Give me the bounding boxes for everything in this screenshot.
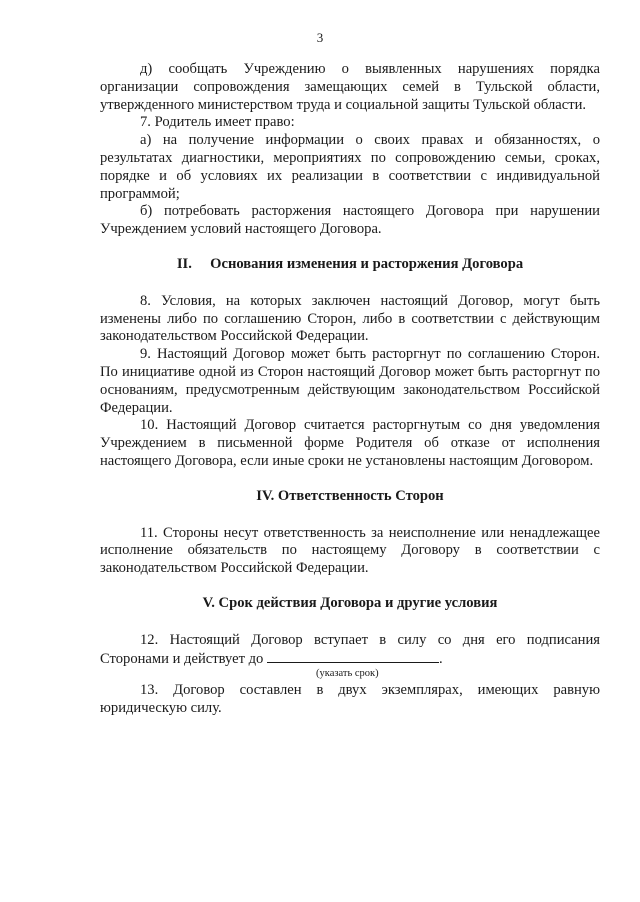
paragraph-10: 10. Настоящий Договор считается расторгнутым со дня уведомления Учреждением в письменной форме Родителя об отказе от исполнения настоящего Договора, если иные сроки не установлены настоящим Договором. <box>100 417 600 469</box>
paragraph-11: 11. Стороны несут ответственность за неисполнение или ненадлежащее исполнение обязательств по настоящему Договору в соответствии с законодательством Российской Федерации. <box>100 524 600 577</box>
paragraph-7: 7. Родитель имеет право: <box>140 114 295 131</box>
section-5-heading: V. Срок действия Договора и другие условия <box>202 594 498 611</box>
paragraph-13: 13. Договор составлен в двух экземплярах, имеющих равную юридическую силу. <box>100 682 600 717</box>
section-2-heading: II. Основания изменения и расторжения Договора <box>176 255 524 272</box>
paragraph-8: 8. Условия, на которых заключен настоящий Договор, могут быть изменены либо по соглашению Сторон, либо в соответствии с действующим законодательством Российской Федерации. <box>100 292 600 345</box>
page-number: 3 <box>316 30 324 45</box>
term-blank-line <box>267 650 439 663</box>
paragraph-7a: а) на получение информации о своих правах и обязанностях, о результатах диагностики, мероприятиях по сопровождению семьи, сроках, порядке и об условиях их реализации в соответствии с индивидуальной программой; <box>100 132 600 202</box>
term-hint: (указать срок) <box>316 668 379 680</box>
section-4-heading: IV. Ответственность Сторон <box>256 487 444 504</box>
paragraph-7b: б) потребовать расторжения настоящего Договора при нарушении Учреждением условий настоящего Договора. <box>100 203 600 238</box>
paragraph-12-text: 12. Настоящий Договор вступает в силу со дня его подписания Сторонами и действует до <box>100 631 600 667</box>
document-body <box>100 61 600 718</box>
paragraph-d: д) сообщать Учреждению о выявленных нарушениях порядка организации сопровождения замещающих семей в Тульской области, утвержденного министерством труда и социальной защиты Тульской области. <box>100 61 600 113</box>
paragraph-9: 9. Настоящий Договор может быть расторгнут по соглашению Сторон. По инициативе одной из Сторон настоящий Договор может быть расторгнут по основаниям, предусмотренным действующим законодательством Российской Федерации. <box>100 346 600 416</box>
paragraph-12-end: . <box>439 650 443 667</box>
paragraph-12 <box>100 632 600 669</box>
